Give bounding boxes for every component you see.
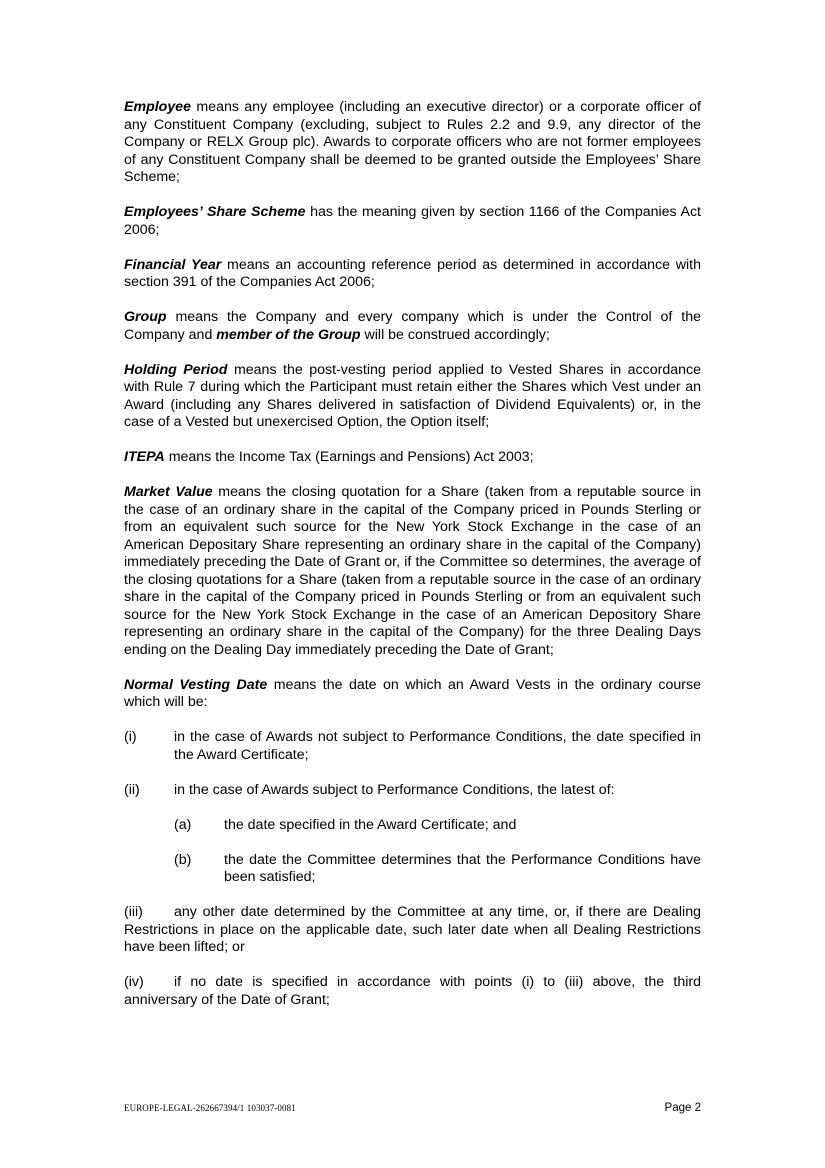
definition-text: means the closing quotation for a Share (taken from a reputable source in the case of an ordinary share in the capital of the Company priced in Pounds Sterling or from an equivalent such source for the New York Stock Exchange in the case of an American Depositary Share representing an ordinary share in the capital of the Company) immediately preceding the Date of Grant or, if the Committee so determines, the average of the closing quotations for a Share (taken from a reputable source in the case of an ordinary share in the capital of the Company priced in Pounds Sterling or from an equivalent such source for the New York Stock Exchange in the case of an American Depository Share representing an ordinary share in the capital of the Company) for the three Dealing Days ending on the Dealing Day immediately preceding the Date of Grant; [124, 484, 701, 658]
definition-employee [124, 99, 701, 187]
list-item-text: in the case of Awards not subject to Performance Conditions, the date specified in the Award Certificate; [174, 729, 701, 763]
list-item-number: (i) [124, 729, 137, 745]
defined-term: Employees’ Share Scheme [124, 204, 306, 220]
definition-financial-year [124, 257, 701, 292]
sub-list-item [174, 817, 701, 835]
defined-term: Market Value [124, 484, 213, 500]
definition-text: has the meaning given by section 1166 of the Companies Act 2006; [124, 204, 701, 238]
page-number: Page 2 [664, 1102, 701, 1114]
list-item-number: (ii) [124, 781, 140, 798]
list-item-text: if no date is specified in accordance with points (i) to (iii) above, the third anniversary of the Date of Grant; [124, 974, 701, 1008]
definition-holding-period [124, 362, 701, 432]
defined-term: Group [124, 309, 167, 325]
definition-text: means the Company and every company which is under the Control of the Company and [124, 309, 701, 343]
definition-text: means the post-vesting period applied to Vested Shares in accordance with Rule 7 during which the Participant must retain either the Shares which Vest under an Award (including any Shares delivered in satisfaction of Dividend Equivalents) or, in the case of a Vested but unexercised Option, the Option itself; [124, 361, 701, 430]
list-item [124, 974, 701, 1009]
definition-text: means the Income Tax (Earnings and Pensions) Act 2003; [168, 449, 534, 465]
definition-text-secondary: will be construed accordingly; [364, 326, 550, 343]
sub-list-item-number: (b) [174, 851, 192, 868]
list-item-text: any other date determined by the Committee at any time, or, if there are Dealing Restrictions in place on the applicable date, such later date when all Dealing Restrictions have been lifted; or [124, 904, 701, 955]
definition-text: means an accounting reference period as determined in accordance with section 391 of the Companies Act 2006; [124, 256, 701, 290]
definition-employees-share-scheme [124, 204, 701, 239]
list-item-number: (iv) [124, 974, 144, 990]
sub-list-item [174, 852, 701, 887]
list-item-number: (iii) [124, 904, 143, 920]
list-item [124, 904, 701, 957]
definition-text: means any employee (including an executive director) or a corporate officer of any Constituent Company (excluding, subject to Rules 2.2 and 9.9, any director of the Company or RELX Group plc). Awards to corporate officers who are not former employees of any Constituent Company shall be deemed to be granted outside the Employees’ Share Scheme; [124, 99, 701, 185]
defined-term: Financial Year [124, 256, 222, 273]
sub-list-item-text: the date specified in the Award Certificate; and [224, 816, 517, 833]
document-reference: EUROPE-LEGAL-262667394/1 103037-0081 [124, 1103, 296, 1113]
list-item [124, 782, 701, 800]
document-body [124, 99, 701, 1027]
definition-text: means the date on which an Award Vests in the ordinary course which will be: [124, 676, 701, 710]
definition-group [124, 309, 701, 344]
list-item-text: in the case of Awards subject to Performance Conditions, the latest of: [174, 781, 615, 798]
definition-itepa [124, 449, 701, 467]
defined-term: Holding Period [124, 361, 228, 378]
definition-market-value [124, 484, 701, 659]
defined-term: Normal Vesting Date [124, 676, 268, 693]
defined-term-secondary: member of the Group [216, 326, 361, 343]
list-item [124, 729, 701, 764]
definition-normal-vesting-date [124, 677, 701, 712]
defined-term: ITEPA [124, 449, 165, 465]
defined-term: Employee [124, 99, 192, 115]
sub-list-item-text: the date the Committee determines that the Performance Conditions have been satisfied; [224, 851, 701, 885]
sub-list-item-number: (a) [174, 816, 192, 833]
